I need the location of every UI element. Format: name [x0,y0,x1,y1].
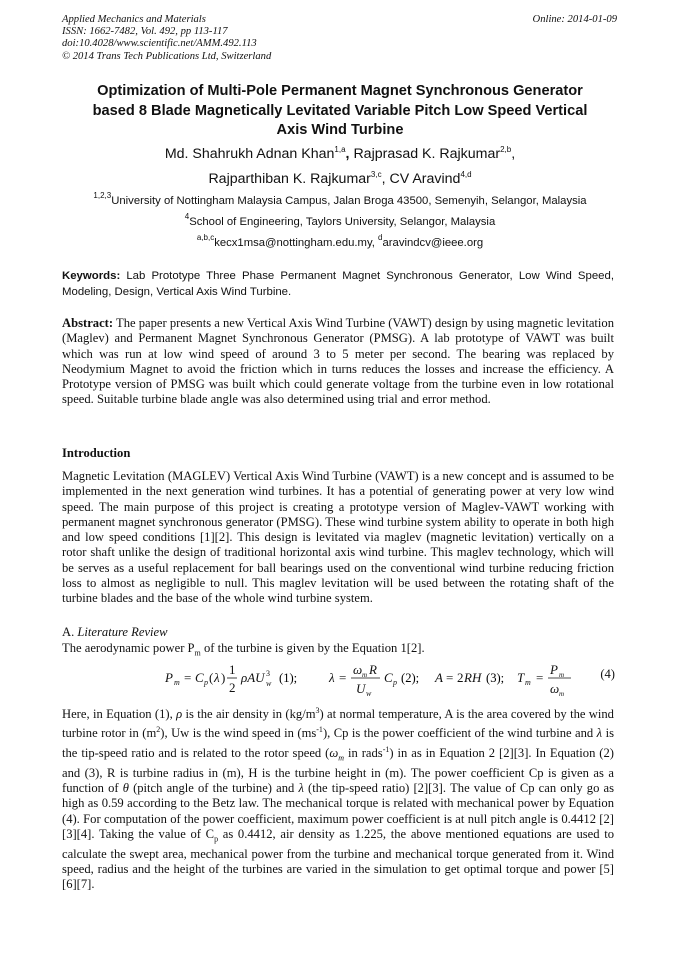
affiliation-text: University of Nottingham Malaysia Campus, Jalan Broga 43500, Semenyih, Selangor, Malaysia [111,195,587,207]
abstract-label: Abstract: [62,316,114,330]
svg-text:R: R [369,662,377,677]
body-sup: 3 [315,706,320,715]
svg-text:=: = [536,670,544,685]
svg-text:A: A [435,670,443,685]
eq-num-3: (3); [486,671,505,685]
svg-text:C: C [195,670,204,685]
equation-formula [155,656,575,700]
svg-text:): ) [221,670,226,685]
svg-text:T: T [517,670,525,685]
subsection-number: A. [62,625,75,639]
author-name: CV Aravind [389,171,461,187]
author-sup: 1,a [334,145,346,154]
affiliation-1 [62,191,618,208]
email-sup: d [378,233,383,242]
affiliation-text: School of Engineering, Taylors University, Selangor, Malaysia [189,216,496,228]
author-name: Md. Shahrukh Adnan Khan [164,146,335,162]
svg-text:m: m [559,671,565,679]
keywords [62,268,614,300]
title-line-2: based 8 Blade Magnetically Levitated Variable Pitch Low Speed Vertical [92,102,588,119]
author-name: Rajprasad K. Rajkumar [353,146,501,162]
email-sup: a,b,c [196,233,215,242]
affiliation-sup: 4 [184,212,190,221]
email-link[interactable]: kecx1msa@nottingham.edu.my, [214,237,375,249]
body-sup: 2 [156,725,161,735]
svg-text:ρAU: ρAU [241,670,265,685]
svg-text:P: P [550,662,558,677]
svg-text:1: 1 [229,662,236,677]
svg-text:=: = [184,670,192,685]
equation-block [155,656,615,700]
journal-doi[interactable]: doi:10.4028/www.scientific.net/AMM.492.113 [62,38,257,50]
journal-issn: ISSN: 1662-7482, Vol. 492, pp 113-117 [62,26,228,38]
author-sup: 3,c [370,170,382,179]
lambda-symbol: λ [596,726,603,741]
equation-number: (4) [600,667,615,681]
body-text: ) at normal temperature, A is the area covered by the wind turbine rotor in (m [62,707,614,741]
omega-symbol: $\omega_m$ [329,746,345,763]
affiliation-sup: 1,2,3 [93,191,112,200]
author-emails [62,233,618,250]
body-sup: -1 [382,744,390,754]
keywords-label: Keywords: [62,270,121,282]
author-list [62,142,618,192]
svg-text:p: p [393,678,397,687]
svg-text:P: P [165,670,173,685]
body-text: Here, in Equation (1), [62,707,173,722]
abstract [62,316,614,408]
svg-text:2: 2 [229,680,236,695]
eq-num-1: (1); [279,671,298,685]
email-link[interactable]: aravindcv@ieee.org [382,237,484,249]
journal-name: Applied Mechanics and Materials [62,14,206,25]
author-sup: 4,d [460,170,472,179]
equation-explanation [62,703,614,892]
body-text: in rads [347,746,383,761]
body-text: is the air density in (kg/m [185,707,316,722]
introduction-paragraph: Magnetic Levitation (MAGLEV) Vertical Axis Wind Turbine (VAWT) is a new concept and is assumed to be implemented in the next generation wind turbines. It has a potential of generating power at very low wind speed. The main purpose of this project is creating a prototype version of Maglev-VAWT working with permanent magnet synchronous generator (PMSG). These wind turbine system ability to operate in both high and low speed conditions [1][2]. This design is levitated via maglev (magnetic levitation) vertically on a rotor shaft unlike the design of traditional horizontal axis wind turbine. This maglev technology, which will be serves as a useful replacement for ball bearings used on the conventional wind turbine reducing friction loss to almost as negligible to null. This maglev levitation will be used between the rotating shaft of the turbine blades and the base of the whole wind turbine system. [62,469,614,605]
svg-text:λ: λ [329,670,335,685]
svg-text:U: U [356,681,366,696]
svg-text:λ: λ [214,670,220,685]
svg-text:(: ( [209,670,214,685]
svg-text:=: = [446,670,454,685]
keywords-text: Lab Prototype Three Phase Permanent Magnet Synchronous Generator, Low Wind Speed, Modeling, Design, Vertical Axis Wind Turbine. [62,270,614,298]
authors-line-2: Rajparthiban K. Rajkumar$^{3,c}$, CV Aravind$^{4,d}$ [208,170,472,187]
body-sub: p [214,834,219,844]
journal-header [62,14,617,63]
svg-text:m: m [362,671,368,679]
paper-title [62,82,618,141]
theta-symbol: θ [122,781,129,796]
svg-text:m: m [174,678,180,687]
subsection-title: Literature Review [77,625,168,639]
body-sup: -1 [316,725,323,735]
body-text: ), Cp is the power coefficient of the wind turbine and [322,726,594,741]
svg-text:p: p [204,678,208,687]
title-line-1: Optimization of Multi-Pole Permanent Magnet Synchronous Generator [97,83,583,99]
body-text: ) in as in Equation 2 [2][3]. In Equation (2) and (3), R is turbine radius in (m), H is the turbine height in (m). The power coefficient Cp is given as a function of [62,746,614,796]
svg-text:ω: ω [353,662,363,677]
aero-text: The aerodynamic power P [62,641,195,655]
title-line-3: Axis Wind Turbine [276,122,404,138]
svg-text:RH: RH [464,670,482,685]
section-heading-introduction: Introduction [62,446,131,460]
online-date: Online: 2014-01-09 [532,14,617,25]
abstract-text: The paper presents a new Vertical Axis Wind Turbine (VAWT) design by using magnetic levitation (Maglev) and Permanent Magnet Synchronous Generator (PMSG). A lab prototype of VAWT was built which was run at low wind speed of around 3 to 5 meter per second. The bearing was replaced by Neodymium Magnet to avoid the friction which in turns reduces the losses and increase the efficiency. A Prototype version of PMSG was built which could generate voltage from the turbine even in low rotational speed. Suitable turbine blade angle was also determined using trial and error method. [62,316,615,407]
svg-text:w: w [266,679,272,688]
body-text: (pitch angle of the turbine) and [133,781,295,796]
svg-text:ω: ω [550,681,560,696]
svg-text:2: 2 [457,670,464,685]
lambda-symbol: λ [298,781,304,796]
svg-text:m: m [525,678,531,687]
author-name: Rajparthiban K. Rajkumar [208,171,371,187]
svg-text:w: w [366,689,372,698]
body-text: is the tip-speed ratio and is related to the rotor speed ( [62,726,614,761]
aero-sub: m [194,648,201,658]
body-text: (the tip-speed ratio) [2][3]. The value of Cp can only go as high as 0.59 according to the Betz law. The mechanical torque is related with mechanical power by Equation (4). For computation of the power coefficient, maximum power coefficient is at null pitch angle is 0.4412 [2][3][4]. Taking the value of C [62,781,615,841]
body-text: ), Uw is the wind speed in (ms [160,726,317,741]
svg-text:C: C [384,670,393,685]
rho-symbol: ρ [176,707,183,722]
author-sup: 2,b [500,145,512,154]
affiliation-2 [62,212,618,229]
journal-copyright: © 2014 Trans Tech Publications Ltd, Switzerland [62,50,272,62]
subsection-heading [62,625,168,640]
svg-text:3: 3 [266,669,270,678]
svg-text:m: m [559,690,565,698]
svg-text:=: = [339,670,347,685]
authors-line-1: Md. Shahrukh Adnan Khan$^{1,a}$, Rajprasad K. Rajkumar$^{2,b}$, [164,145,516,162]
eq-num-2: (2); [401,671,420,685]
body-text: as 0.4412, air density as 1.225, the above mentioned equations are used to calculate the swept area, mechanical power from the turbine and mechanical torque generated from it. Wind speed, radius and the height of the turbines are varied in the simulation to get optimal torque and power [5][6][7]. [62,826,615,892]
aero-text: of the turbine is given by the Equation 1[2]. [203,641,425,655]
